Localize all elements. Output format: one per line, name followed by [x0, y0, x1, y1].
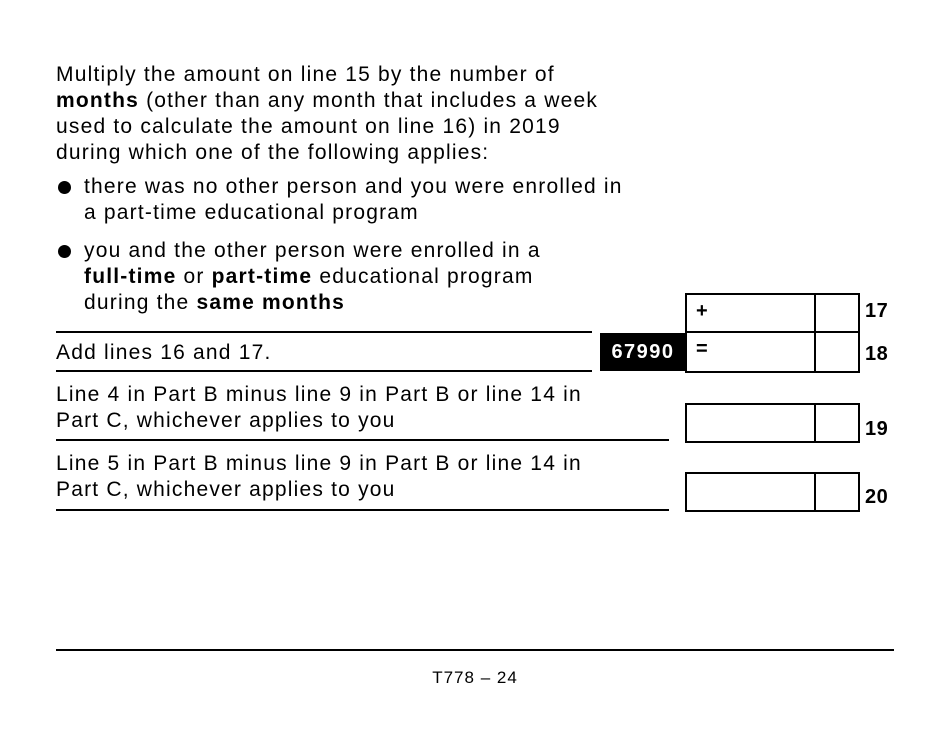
line-20-cents-field[interactable]	[814, 474, 858, 510]
bullet-1-line-1: there was no other person and you were enrolled in	[84, 175, 623, 198]
line-20-text-1: Line 5 in Part B minus line 9 in Part B or line 14 in	[56, 452, 582, 475]
footer-rule	[56, 649, 894, 651]
line-19-text-2: Part C, whichever applies to you	[56, 409, 396, 432]
line-18-amount-field[interactable]	[685, 331, 860, 373]
intro-line-2	[56, 88, 598, 114]
equals-operator: =	[696, 338, 708, 360]
bullet-2-or: or	[176, 265, 212, 288]
bullet-2-line-3	[84, 290, 345, 316]
line-18-text: Add lines 16 and 17.	[56, 341, 272, 364]
rule-below-line-18	[56, 370, 592, 372]
line-number-19: 19	[865, 418, 889, 440]
line-19-cents-field[interactable]	[814, 405, 858, 441]
line-19-text-1: Line 4 in Part B minus line 9 in Part B or line 14 in	[56, 383, 582, 406]
line-17-amount-field[interactable]	[685, 293, 860, 333]
plus-operator: +	[696, 300, 708, 322]
line-20-text-2: Part C, whichever applies to you	[56, 478, 396, 501]
intro-line-1: Multiply the amount on line 15 by the number of	[56, 63, 555, 86]
line-number-20: 20	[865, 486, 889, 508]
bullet-2-line-2-rest: educational program	[312, 265, 534, 288]
bullet-1-line-2: a part-time educational program	[84, 201, 419, 224]
line-19-amount-field[interactable]	[685, 403, 860, 443]
line-17-cents-field[interactable]	[814, 295, 858, 331]
line-18-cents-field[interactable]	[814, 333, 858, 371]
bullet-2-line-3-pre: during the	[84, 291, 197, 314]
line-number-17: 17	[865, 300, 889, 322]
field-code-67990: 67990	[600, 333, 686, 371]
rule-above-line-18	[56, 331, 592, 333]
intro-line-3: used to calculate the amount on line 16) in 2019	[56, 115, 561, 138]
line-20-amount-field[interactable]	[685, 472, 860, 512]
bullet-2-line-2	[84, 264, 534, 290]
bullet-icon-1	[58, 181, 71, 194]
page-label: T778 – 24	[432, 668, 518, 687]
intro-line-2-rest: (other than any month that includes a week	[139, 89, 599, 112]
bullet-icon-2	[58, 245, 71, 258]
rule-below-line-19	[56, 439, 669, 441]
part-time-bold: part-time	[211, 265, 313, 288]
intro-line-4: during which one of the following applies:	[56, 141, 490, 164]
full-time-bold: full-time	[84, 265, 177, 288]
line-number-18: 18	[865, 343, 889, 365]
bullet-2-line-1: you and the other person were enrolled in a	[84, 239, 541, 262]
intro-months-bold: months	[56, 89, 140, 112]
rule-below-line-20	[56, 509, 669, 511]
same-months-bold: same months	[196, 291, 346, 314]
